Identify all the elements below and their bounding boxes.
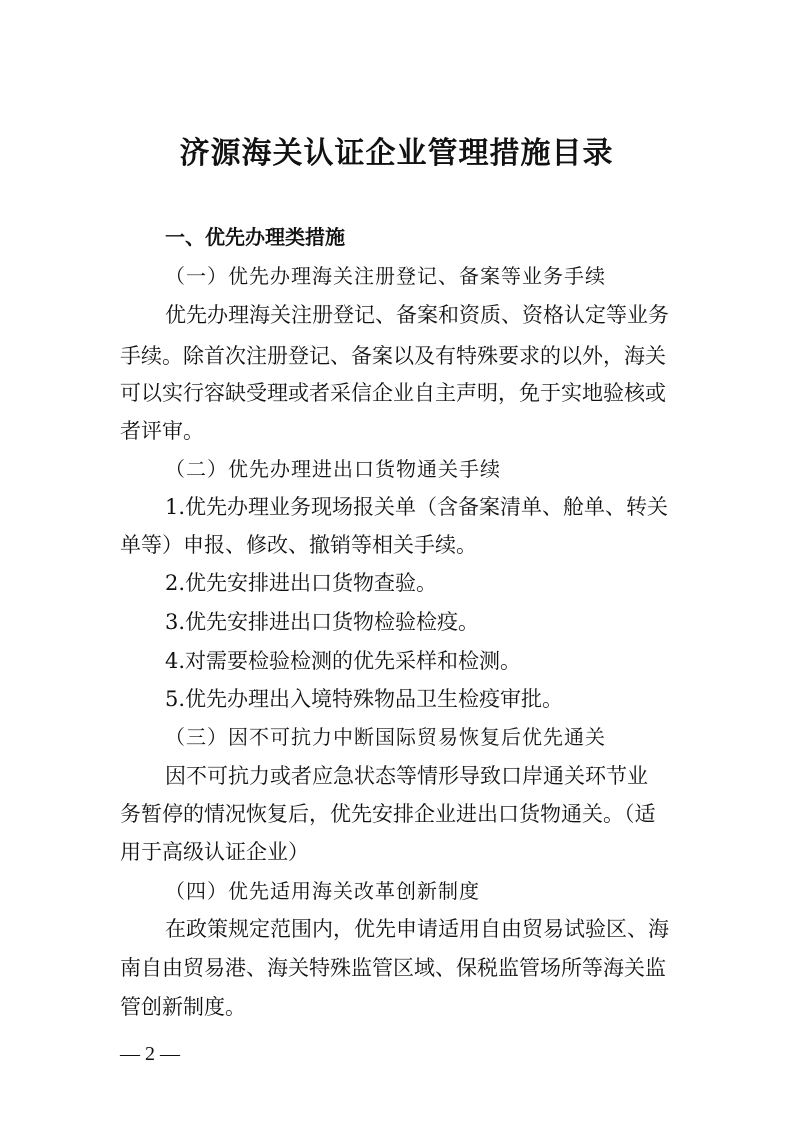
paragraph-line: 因不可抗力或者应急状态等情形导致口岸通关环节业 [165, 764, 648, 788]
subsection-heading: （二）优先办理进出口货物通关手续 [165, 457, 501, 481]
section-heading: 一、优先办理类措施 [165, 225, 345, 249]
list-item: 3.优先安排进出口货物检验检疫。 [165, 610, 480, 634]
document-title: 济源海关认证企业管理措施目录 [179, 136, 614, 171]
paragraph-line: 务暂停的情况恢复后，优先安排企业进出口货物通关。（适 [120, 802, 656, 826]
subsection-heading: （一）优先办理海关注册登记、备案等业务手续 [165, 264, 606, 288]
paragraph-line: 在政策规定范围内，优先申请适用自由贸易试验区、海 [165, 917, 669, 941]
paragraph-line: 手续。除首次注册登记、备案以及有特殊要求的以外，海关 [120, 344, 666, 368]
list-item-line: 1.优先办理业务现场报关单（含备案清单、舱单、转关 [165, 495, 669, 519]
list-item: 4.对需要检验检测的优先采样和检测。 [165, 649, 522, 673]
list-item-line: 单等）申报、修改、撤销等相关手续。 [120, 533, 477, 557]
page-number: — 2 — [120, 1043, 180, 1065]
paragraph-line: 可以实行容缺受理或者采信企业自主声明，免于实地验核或 [120, 381, 666, 405]
paragraph-line: 用于高级认证企业） [120, 840, 309, 864]
list-item: 5.优先办理出入境特殊物品卫生检疫审批。 [165, 687, 564, 711]
paragraph-line: 南自由贸易港、海关特殊监管区域、保税监管场所等海关监 [120, 956, 666, 980]
subsection-heading: （三）因不可抗力中断国际贸易恢复后优先通关 [165, 725, 606, 749]
paragraph-line: 管创新制度。 [120, 995, 246, 1019]
list-item: 2.优先安排进出口货物查验。 [165, 571, 438, 595]
paragraph-line: 优先办理海关注册登记、备案和资质、资格认定等业务 [165, 303, 669, 327]
subsection-heading: （四）优先适用海关改革创新制度 [165, 879, 480, 903]
paragraph-line: 者评审。 [120, 419, 204, 443]
